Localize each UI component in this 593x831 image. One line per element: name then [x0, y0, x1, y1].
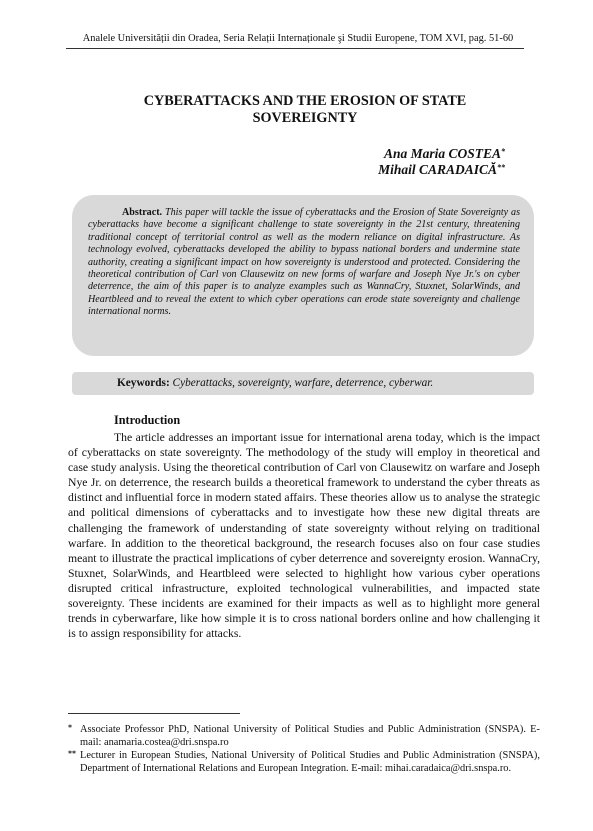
section-heading-introduction: Introduction: [114, 413, 181, 427]
title-line-2: SOVEREIGNTY: [252, 110, 358, 126]
abstract-text: This paper will tackle the issue of cyberattacks and the Erosion of State Sovereignty as cyberattacks have become a significant challenge to state sovereignty in the 21st century, threatening traditional concept of territorial control as well as the modern reliance on digital infrastructure. As technology evolved, cyberattacks developed the ability to bypass national borders and undermine state authority, creating a significant impact on how sovereignty is understood and protected. Considering the theoretical contribution of Carl von Clausewitz on new forms of warfare and Joseph Nye Jr.'s on cyber deterrence, the aim of this paper is to analyze examples such as WannaCry, Stuxnet, SolarWinds, and Heartbleed and to reveal the extent to which cyber operations can erode state sovereignty and challenge international norms.: [88, 207, 520, 318]
keywords-text: Cyberattacks, sovereignty, warfare, deterrence, cyberwar.: [172, 377, 434, 389]
author-list: [378, 146, 505, 178]
footnote-text: Lecturer in European Studies, National University of Political Studies and Public Administration (SNSPA), Department of International Relations and European Integration. E-mail: mihai.caradaica@dri.snspa.ro.: [80, 750, 540, 774]
author-1: [378, 146, 505, 162]
footnote-mark: **: [68, 749, 76, 758]
paper-title: [66, 93, 544, 127]
running-header: Analele Universității din Oradea, Seria Relații Internaționale şi Studii Europene, TOM XVI, pag. 51-60: [82, 33, 514, 44]
keywords-box: [72, 372, 534, 395]
introduction-paragraph: The article addresses an important issue for international arena today, which is the impact of cyberattacks on state sovereignty. The methodology of the study will employ in theoretical and case study analysis. Using the theoretical contribution of Carl von Clausewitz on warfare and Joseph Nye Jr. on deterrence, the research builds a theoretical framework to understand the cyber threats as distinct and influential force in modern stated affairs. These theories allow us to analyse the strategic and political dimensions of cyberattacks and to investigate how these new digital threats are challenging the framework of understanding of state sovereignty without relying on traditional warfare. In addition to the theoretical background, the research focuses also on four case studies meant to illustrate the practical implications of cyber deterrence and sovereignty erosion. WannaCry, Stuxnet, SolarWinds, and Heartbleed were selected to highlight how various cyber operations disrupted critical infrastructure, exploited technological vulnerabilities, and impacted state sovereignty. These incidents are examined for their impacts as well as to highlight more general trends in cyberwarfare, like how simple it is to cross national borders online and how challenging it is to assign responsibility for attacks.: [68, 431, 540, 641]
abstract-box: [72, 195, 534, 356]
author-name: Ana Maria COSTEA: [383, 146, 501, 161]
footnote-1: [68, 723, 540, 749]
abstract-label: Abstract.: [122, 207, 163, 218]
footnote-mark: *: [501, 147, 505, 156]
footnote-mark: **: [497, 163, 505, 172]
header-rule: [66, 48, 524, 49]
author-name: Mihail CARADAICĂ: [378, 162, 497, 177]
footnote-mark: *: [68, 723, 72, 732]
footnote-2: [68, 749, 540, 775]
title-line-1: CYBERATTACKS AND THE EROSION OF STATE: [143, 93, 467, 109]
author-2: [378, 162, 505, 178]
footnote-rule: [68, 713, 240, 714]
keywords-label: Keywords:: [117, 377, 170, 389]
footnote-text: Associate Professor PhD, National University of Political Studies and Public Administration (SNSPA). E-mail: anamaria.costea@dri.snspa.ro: [80, 724, 540, 748]
